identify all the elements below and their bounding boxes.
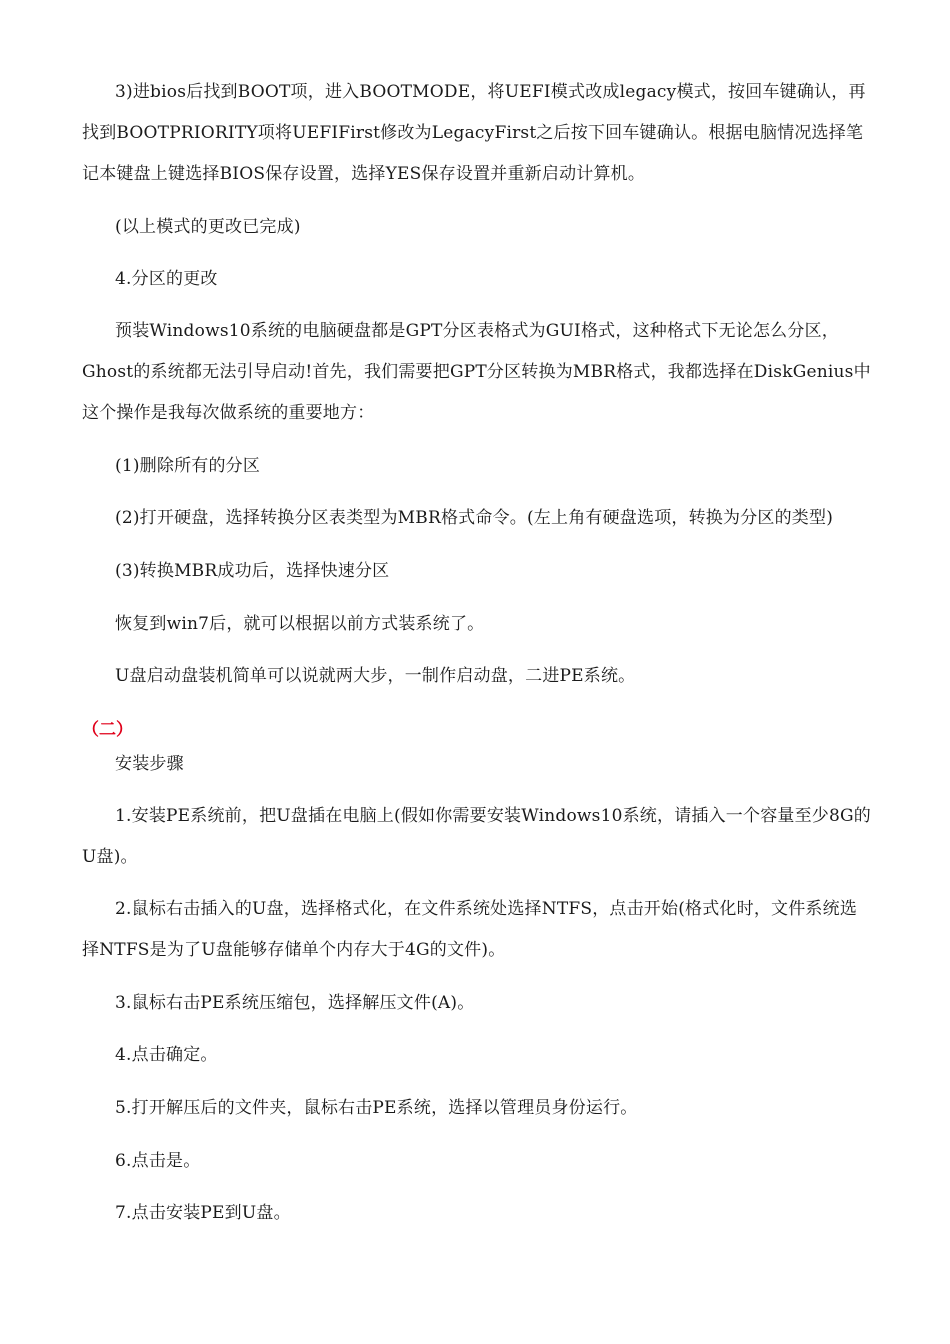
paragraph-install-steps-title: 安装步骤 xyxy=(115,754,184,774)
paragraph-install-step-5: 5.打开解压后的文件夹，鼠标右击PE系统，选择以管理员身份运行。 xyxy=(115,1098,638,1118)
paragraph-install-step-6: 6.点击是。 xyxy=(115,1151,201,1171)
paragraph-install-step-4: 4.点击确定。 xyxy=(115,1045,218,1065)
paragraph-install-step-3: 3.鼠标右击PE系统压缩包，选择解压文件(A)。 xyxy=(115,993,475,1013)
paragraph-step-delete-partitions: (1)删除所有的分区 xyxy=(115,456,261,476)
paragraph-gpt-to-mbr: 预装Windows10系统的电脑硬盘都是GPT分区表格式为GUI格式，这种格式下无论怎么分区，Ghost的系统都无法引导启动!首先，我们需要把GPT分区转换为MBR格式，我都选择在DiskGenius中这个操作是我每次做系统的重要地方： xyxy=(82,321,871,423)
paragraph-partition-change-title: 4.分区的更改 xyxy=(115,269,218,289)
paragraph-restore-win7: 恢复到win7后，就可以根据以前方式装系统了。 xyxy=(115,614,485,634)
paragraph-step-convert-mbr: (2)打开硬盘，选择转换分区表类型为MBR格式命令。(左上角有硬盘选项，转换为分区的类型) xyxy=(115,508,834,528)
section-heading-two: （二） xyxy=(82,720,133,740)
paragraph-mode-change-done: (以上模式的更改已完成) xyxy=(115,217,301,237)
paragraph-bios-boot-mode: 3)进bios后找到BOOT项，进入BOOTMODE，将UEFI模式改成legacy模式，按回车键确认，再找到BOOTPRIORITY项将UEFIFirst修改为LegacyFirst之后按下回车键确认。根据电脑情况选择笔记本键盘上键选择BIOS保存设置，选择YES保存设置并重新启动计算机。 xyxy=(82,82,866,184)
paragraph-step-quick-partition: (3)转换MBR成功后，选择快速分区 xyxy=(115,561,390,581)
paragraph-install-step-2: 2.鼠标右击插入的U盘，选择格式化，在文件系统处选择NTFS，点击开始(格式化时，文件系统选择NTFS是为了U盘能够存储单个内存大于4G的文件)。 xyxy=(82,899,858,960)
paragraph-install-step-7: 7.点击安装PE到U盘。 xyxy=(115,1203,291,1223)
paragraph-usb-boot-summary: U盘启动盘装机简单可以说就两大步，一制作启动盘，二进PE系统。 xyxy=(115,666,636,686)
paragraph-install-step-1: 1.安装PE系统前，把U盘插在电脑上(假如你需要安装Windows10系统，请插入一个容量至少8G的U盘)。 xyxy=(82,806,872,867)
